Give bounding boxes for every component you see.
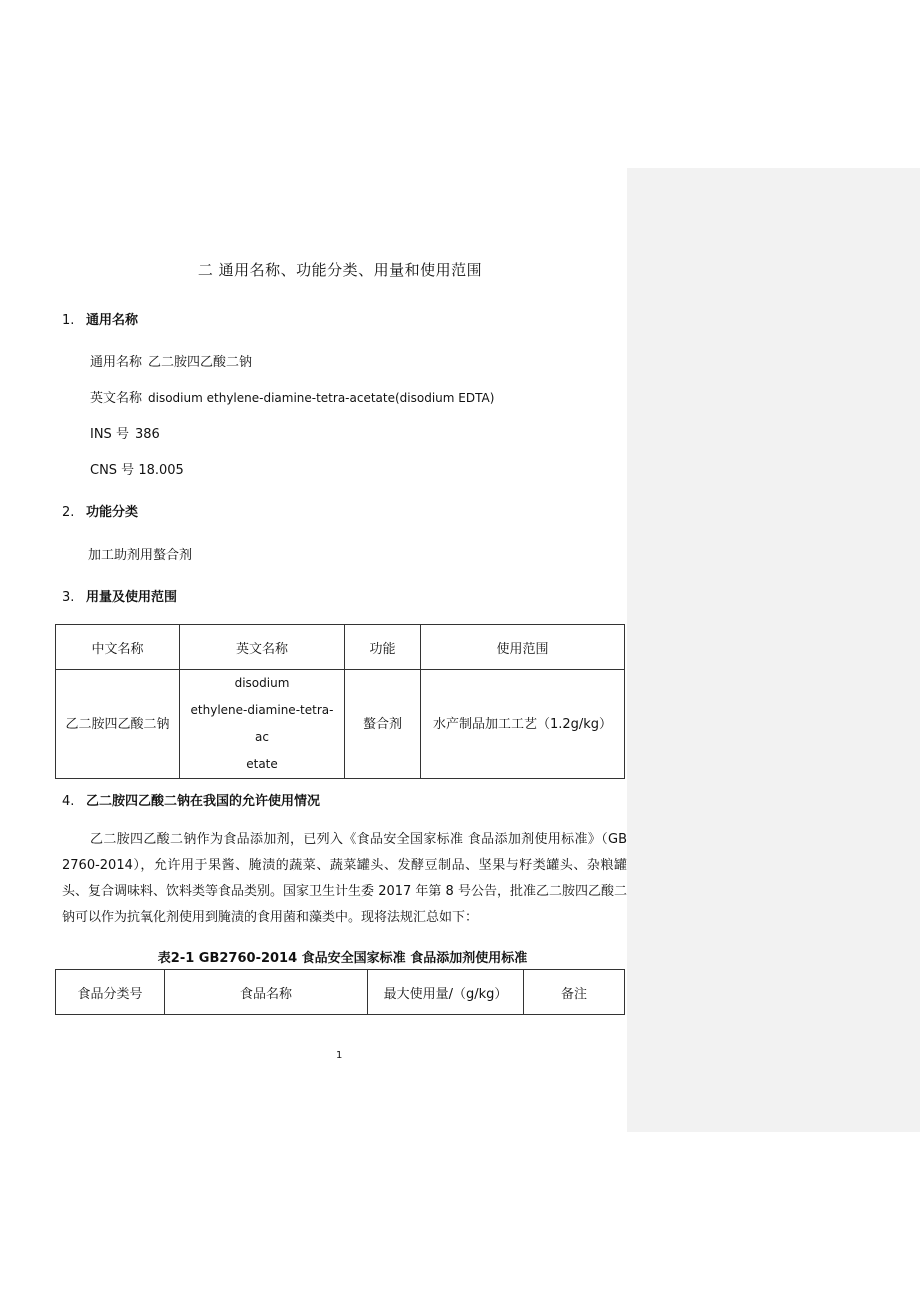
header-cell: 备注 bbox=[524, 970, 625, 1015]
english-name-line: 英文名称 disodium ethylene-diamine-tetra-acetate(disodium EDTA) bbox=[90, 391, 495, 406]
header-cell: 使用范围 bbox=[421, 625, 625, 670]
regulation-paragraph: 乙二胺四乙酸二钠作为食品添加剂，已列入《食品安全国家标准 食品添加剂使用标准》（GB 2760-2014），允许用于果酱、腌渍的蔬菜、蔬菜罐头、发酵豆制品、坚果与籽类罐头、杂粮罐头、复合调味料、饮料类等食品类别。国家卫生计生委 2017 年第 8 号公告，批准乙二胺四乙酸二钠可以作为抗氧化剂使用到腌渍的食用菌和藻类中。现将法规汇总如下： bbox=[62, 832, 627, 925]
header-cell: 功能 bbox=[345, 625, 421, 670]
usage-table-header bbox=[56, 625, 625, 670]
usage-table bbox=[55, 624, 625, 779]
header-cell: 中文名称 bbox=[56, 625, 180, 670]
header-cell: 最大使用量/（g/kg） bbox=[368, 970, 524, 1015]
ins-line: INS 号 386 bbox=[90, 427, 160, 442]
function-text: 加工助剂用螯合剂 bbox=[88, 548, 193, 563]
scope-cell: 水产制品加工工艺（1.2g/kg） bbox=[421, 670, 625, 779]
header-cell: 食品名称 bbox=[165, 970, 368, 1015]
heading-1: 1. 通用名称 bbox=[62, 313, 139, 328]
page-number: 1 bbox=[336, 1050, 343, 1061]
function-cell: 螯合剂 bbox=[345, 670, 421, 779]
heading-2: 2. 功能分类 bbox=[62, 505, 139, 520]
section-title: 二 通用名称、功能分类、用量和使用范围 bbox=[197, 261, 483, 279]
en-name-cell: disodium ethylene-diamine-tetra-ac etate bbox=[180, 670, 345, 779]
comment-side-panel bbox=[627, 168, 920, 1132]
table-caption: 表2-1 GB2760-2014 食品安全国家标准 食品添加剂使用标准 bbox=[157, 951, 528, 966]
header-cell: 英文名称 bbox=[180, 625, 345, 670]
cn-name-cell: 乙二胺四乙酸二钠 bbox=[56, 670, 180, 779]
common-name-line: 通用名称 乙二胺四乙酸二钠 bbox=[90, 355, 253, 370]
heading-3: 3. 用量及使用范围 bbox=[62, 590, 178, 605]
standard-table-header bbox=[56, 970, 625, 1015]
heading-4: 4. 乙二胺四乙酸二钠在我国的允许使用情况 bbox=[62, 794, 321, 809]
standard-table bbox=[55, 969, 625, 1015]
usage-table-row bbox=[56, 670, 625, 779]
cns-line: CNS 号 18.005 bbox=[90, 463, 184, 478]
header-cell: 食品分类号 bbox=[56, 970, 165, 1015]
